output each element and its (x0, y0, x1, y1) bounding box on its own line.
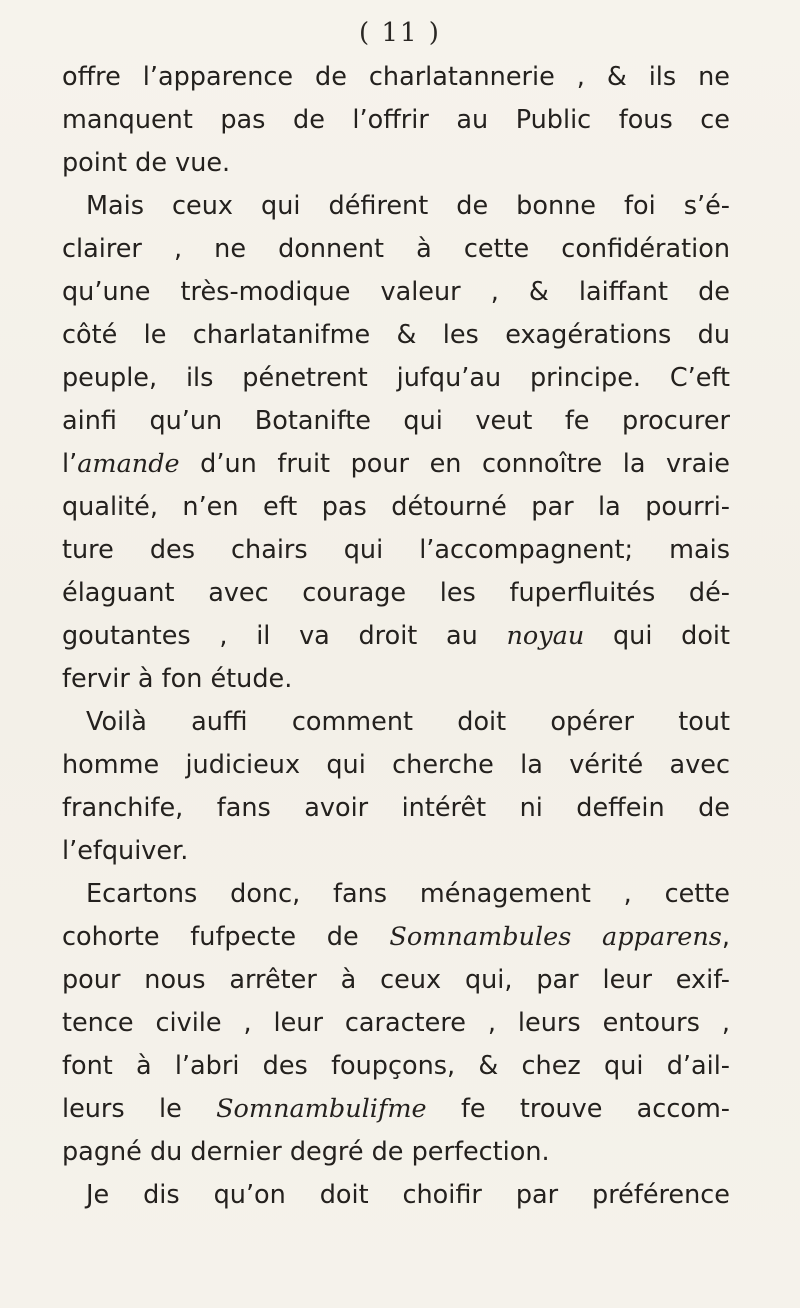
text-segment: l’efquiver. (62, 836, 189, 866)
text-segment: clairer , ne donnent à cette confidération (62, 234, 730, 264)
text-segment: , (721, 922, 730, 952)
text-segment: ainfi qu’un Botanifte qui veut fe procurer (62, 406, 730, 436)
text-line (62, 486, 730, 529)
text-line (62, 873, 730, 916)
text-line (62, 357, 730, 400)
text-segment: leurs le (62, 1094, 217, 1124)
text-line (62, 701, 730, 744)
text-segment: côté le charlatanifme & les exagérations du (62, 320, 730, 350)
text-line (62, 56, 730, 99)
text-line (62, 443, 730, 486)
text-line (62, 1002, 730, 1045)
text-line (62, 572, 730, 615)
page-number: ( 11 ) (359, 18, 441, 48)
italic-text: noyau (506, 621, 585, 651)
text-segment: franchife, fans avoir intérêt ni deffein de (62, 793, 730, 823)
text-segment: goutantes , il va droit au (62, 621, 507, 651)
text-line (62, 314, 730, 357)
text-line (62, 787, 730, 830)
text-segment: peuple, ils pénetrent jufqu’au principe. C’eft (62, 363, 730, 393)
text-segment: Ecartons donc, fans ménagement , cette (86, 879, 730, 909)
text-segment: tence civile , leur caractere , leurs entours , (62, 1008, 730, 1038)
text-segment: pagné du dernier degré de perfection. (62, 1137, 550, 1167)
text-segment: fervir à fon étude. (62, 664, 293, 694)
text-line (62, 1088, 730, 1131)
text-line (62, 228, 730, 271)
text-segment: Mais ceux qui défirent de bonne foi s’é- (86, 191, 730, 221)
text-segment: manquent pas de l’offrir au Public fous ce (62, 105, 730, 135)
text-line (62, 99, 730, 142)
text-segment: pour nous arrêter à ceux qui, par leur exif- (62, 965, 730, 995)
text-segment: qui doit (584, 621, 730, 651)
italic-text: amande (77, 449, 180, 479)
text-segment: d’un fruit pour en connoître la vraie (179, 449, 730, 479)
text-line (62, 658, 730, 701)
text-segment: élaguant avec courage les fuperfluités dé- (62, 578, 730, 608)
text-segment: Voilà auffi comment doit opérer tout (86, 707, 730, 737)
text-segment: font à l’abri des foupçons, & chez qui d’ail- (62, 1051, 730, 1081)
text-segment: offre l’apparence de charlatannerie , & ils ne (62, 62, 730, 92)
text-line (62, 1045, 730, 1088)
text-line (62, 1174, 730, 1217)
text-line (62, 142, 730, 185)
text-line (62, 916, 730, 959)
text-line (62, 271, 730, 314)
text-line (62, 830, 730, 873)
text-segment: qu’une très-modique valeur , & laiffant de (62, 277, 730, 307)
italic-text: Somnambules apparens (389, 922, 722, 952)
italic-text: Somnambulifme (216, 1094, 427, 1124)
text-line (62, 615, 730, 658)
text-segment: homme judicieux qui cherche la vérité avec (62, 750, 730, 780)
text-line (62, 400, 730, 443)
text-line (62, 1131, 730, 1174)
text-line (62, 959, 730, 1002)
text-segment: point de vue. (62, 148, 231, 178)
text-segment: cohorte fufpecte de (62, 922, 390, 952)
body-text (62, 56, 730, 1217)
text-segment: fe trouve accom- (426, 1094, 730, 1124)
text-line (62, 185, 730, 228)
text-segment: qualité, n’en eft pas détourné par la pourri- (62, 492, 730, 522)
text-segment: l’ (62, 449, 78, 479)
text-segment: ture des chairs qui l’accompagnent; mais (62, 535, 730, 565)
text-segment: Je dis qu’on doit choifir par préférence (86, 1180, 730, 1210)
text-line (62, 529, 730, 572)
text-line (62, 744, 730, 787)
